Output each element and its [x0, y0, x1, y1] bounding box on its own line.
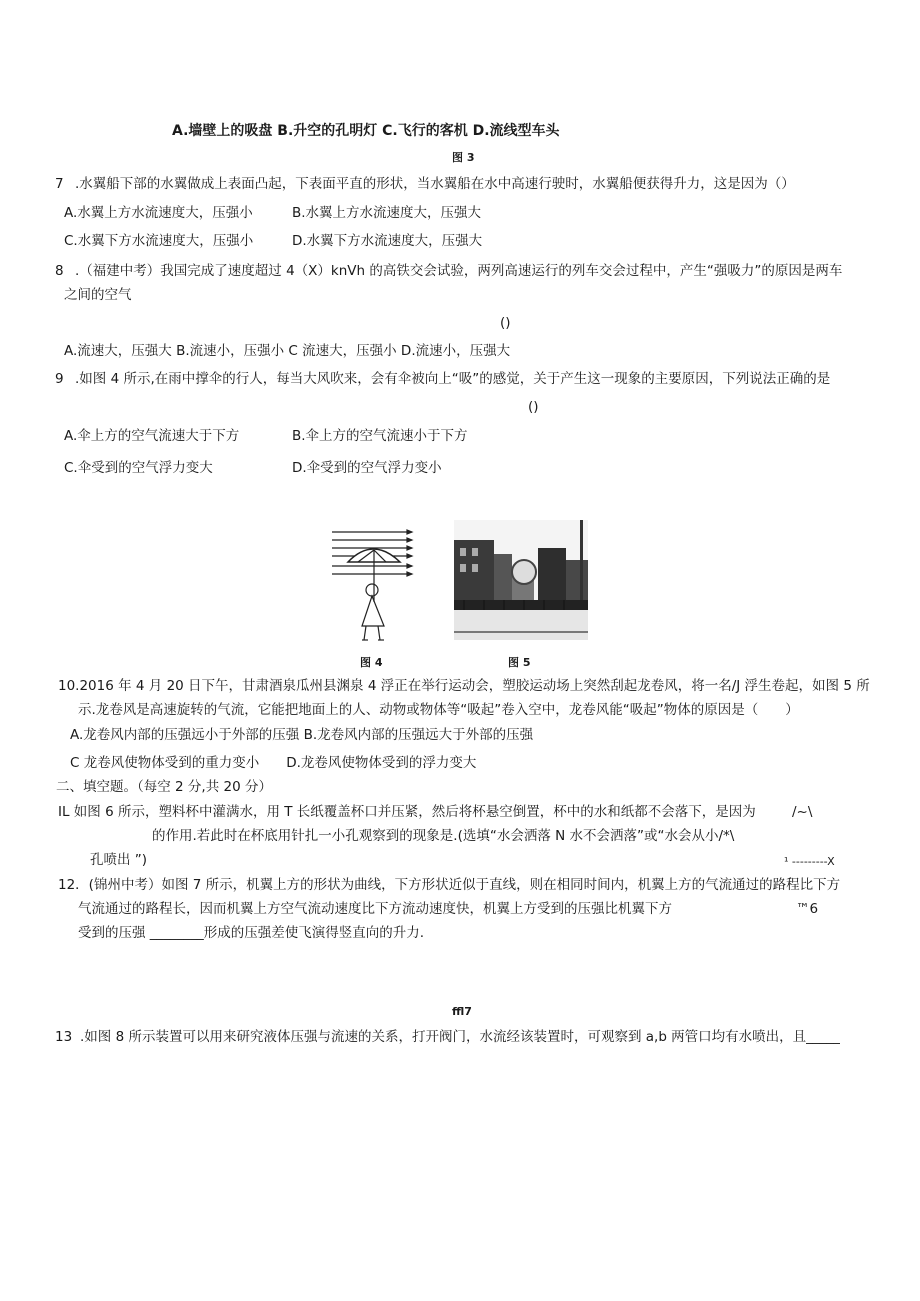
- q9-option-d: D.伞受到的空气浮力变小: [292, 460, 442, 476]
- figure-7-label: ffl7: [452, 1005, 472, 1018]
- q13-number: 13: [55, 1029, 73, 1045]
- q10-line-2: 示.龙卷风是高速旋转的气流，它能把地面上的人、动物或物体等“吸起”卷入空中，龙卷风能“吸起”物体的原因是（ ）: [78, 702, 799, 718]
- q9-option-c: C.伞受到的空气浮力变大: [64, 460, 213, 476]
- q12-line-2: 气流通过的路程长，因而机翼上方空气流动速度比下方流动速度快，机翼上方受到的压强比机翼下方: [78, 901, 672, 917]
- figure-3-caption: 图 3: [452, 151, 475, 164]
- figure-4-label: 图 4: [360, 656, 383, 669]
- q13-stem: .如图 8 所示装置可以用来研究液体压强与流速的关系，打开阀门，水流经该装置时，可观察到 a,b 两管口均有水喷出，且_____: [80, 1029, 840, 1045]
- q8-options: A.流速大，压强大 B.流速小，压强小 C 流速大，压强小 D.流速小，压强大: [64, 343, 511, 359]
- section-2-title: 二、填空题。（每空 2 分,共 20 分）: [56, 779, 272, 795]
- q7-option-b: B.水翼上方水流速度大，压强大: [292, 205, 482, 221]
- q9-answer-bracket: (): [528, 399, 539, 415]
- q10-options-cd: C 龙卷风使物体受到的重力变小 D.龙卷风使物体受到的浮力变大: [70, 755, 477, 771]
- q11-figure-fragment-1: /~\: [792, 804, 813, 820]
- q9-stem: .如图 4 所示,在雨中撑伞的行人，每当大风吹来，会有伞被向上“吸”的感觉，关于产生这一现象的主要原因，下列说法正确的是: [75, 371, 831, 387]
- q7-stem: .水翼船下部的水翼做成上表面凸起，下表面平直的形状，当水翼船在水中高速行驶时，水翼船便获得升力，这是因为（）: [75, 176, 795, 192]
- q11-line-2: 的作用.若此时在杯底用针扎一小孔观察到的现象是.(选填“水会洒落 N 水不会洒落”或“水会从小/*\: [152, 828, 735, 844]
- figure-5-tornado-photo: [454, 520, 588, 640]
- q8-stem-continued: 之间的空气: [64, 287, 132, 303]
- q12-figure-fragment: ™6: [796, 901, 819, 917]
- q8-stem: .（福建中考）我国完成了速度超过 4（X）knVh 的高铁交会试验，两列高速运行的列车交会过程中，产生“强吸力”的原因是两车: [75, 263, 843, 279]
- q10-options-ab: A.龙卷风内部的压强远小于外部的压强 B.龙卷风内部的压强远大于外部的压强: [70, 727, 534, 743]
- q9-option-b: B.伞上方的空气流速小于下方: [292, 428, 468, 444]
- q11-line-1: IL 如图 6 所示，塑料杯中灌满水，用 T 长纸覆盖杯口并压紧，然后将杯悬空倒置，杯中的水和纸都不会落下，是因为: [58, 804, 756, 820]
- q12-line-3: 受到的压强 ________形成的压强差使飞演得竖直向的升力.: [78, 925, 425, 941]
- q6-options: A.墙壁上的吸盘 B.升空的孔明灯 C.飞行的客机 D.流线型车头: [172, 123, 560, 139]
- q7-number: 7: [55, 176, 64, 192]
- q9-number: 9: [55, 371, 64, 387]
- q7-option-a: A.水翼上方水流速度大，压强小: [64, 205, 253, 221]
- q7-option-c: C.水翼下方水流速度大，压强小: [64, 233, 254, 249]
- q11-line-3: 孔喷出 ”): [90, 852, 148, 868]
- q7-option-d: D.水翼下方水流速度大，压强大: [292, 233, 483, 249]
- q12-line-1: 12．(锦州中考）如图 7 所示，机翼上方的形状为曲线，下方形状近似于直线，则在相同时间内，机翼上方的气流通过的路程比下方: [58, 877, 841, 893]
- figure-4-umbrella-illustration: [328, 526, 418, 646]
- q10-line-1: 10.2016 年 4 月 20 日下午，甘肃酒泉瓜州县渊泉 4 浮正在举行运动会，塑胶运动场上突然刮起龙卷风，将一名/J 浮生卷起，如图 5 所: [58, 678, 870, 694]
- q8-answer-bracket: (): [500, 315, 511, 331]
- q11-figure-fragment-2: ¹ ---------X: [784, 855, 835, 868]
- q9-option-a: A.伞上方的空气流速大于下方: [64, 428, 240, 444]
- figure-5-label: 图 5: [508, 656, 531, 669]
- q8-number: 8: [55, 263, 64, 279]
